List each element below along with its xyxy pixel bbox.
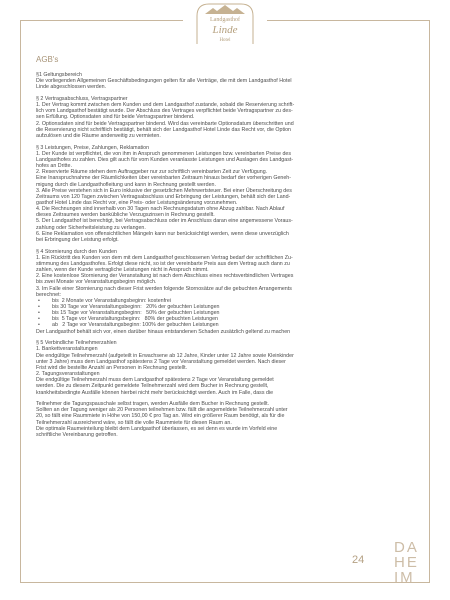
text-line: 5. Der Landgasthof ist berechtigt, bei Vertragsabschluss oder im Anschluss daran eine angemessene Voraus- [36, 218, 293, 225]
text-line: zahlung oder Sicherheitsleistung zu verlangen. [36, 224, 146, 231]
text-line: gasthof Hotel Linde das Recht vor, eine Preis- oder Leistungsänderung vorzunehmen. [36, 199, 238, 206]
text-line: Die vorliegenden Allgemeinen Geschäftsbedingungen gelten für alle Verträge, die mit dem Landgasthof Hotel [36, 78, 292, 85]
text-line: 1. Der Vertrag kommt zwischen dem Kunden und dem Landgasthof zustande, sobald die Reservierung schrift- [36, 102, 295, 109]
bullet-icon: • [38, 316, 40, 323]
list-item-text: bis 30 Tage vor Veranstaltungsbeginn: 20% der gebuchten Leistungen [52, 303, 220, 310]
text-line: 6. Eine Reklamation von offensichtlichen Mängeln kann nur berücksichtigt werden, wenn diese unverzüglich [36, 230, 289, 237]
text-line: Zeitraums von 120 Tagen zwischen Vertragsabschluss und Erbringung der Leistungen, behält sich der Land- [36, 193, 291, 200]
wordmark-line: HE [394, 554, 419, 571]
text-line: zahlen, wenn der Kunde vertragliche Leistungen nicht in Anspruch nimmt. [36, 267, 209, 274]
text-line: Teilnehmer die Tagungspauschale selbst tragen, werden Ausfälle dem Bucher in Rechnung gestellt. [36, 401, 270, 408]
text-line: 3. Alle Preise verstehen sich in Euro inklusive der gesetzlichen Mehrwertsteuer. Bei einer Überschreitung des [36, 187, 292, 194]
text-line: 2. Optionsdaten sind für beide Vertragspartner bindend. Wird das vereinbarte Optionsdatum überschritten und [36, 120, 294, 127]
wordmark-line: DA [394, 539, 419, 556]
text-line: 2. Tagungsveranstaltungen [36, 371, 100, 378]
text-line: stimmung des Landgasthofes. Erfolgt diese nicht, so ist der vereinbarte Preis aus dem Vertrag auch dann zu [36, 260, 290, 267]
text-line: sen Erfüllung. Optionsdaten sind für beide Vertragspartner bindend. [36, 114, 195, 121]
text-line: § 2 Vertragsabschluss, Vertragspartner [36, 95, 128, 102]
text-line: bis zwei Monate vor Veranstaltungsbeginn möglich. [36, 279, 157, 286]
text-line: § 5 Verbindliche Teilnehmerzahlen [36, 340, 117, 347]
text-line: 1. Der Kunde ist verpflichtet, die von ihm in Anspruch genommenen Leistungen bzw. vereinbarten Preise des [36, 150, 291, 157]
text-line: 1. Bankettveranstaltungen [36, 346, 98, 353]
list-item-text: bis 2 Monate vor Veranstaltungsbeginn: kostenfrei [52, 297, 171, 304]
text-line: lich vom Landgasthof bestätigt wurde. Der Abschluss des Vertrages verpflichtet beide Vertragspartner zu des- [36, 108, 293, 115]
page-title: AGB's [36, 55, 59, 64]
list-item-text: ab 2 Tage vor Veranstaltungsbeginn: 100% der gebuchten Leistungen [52, 322, 219, 329]
text-line: Teilnehmerzahl ausreichend wäre, so fällt die volle Raummiete für diesen Raum an. [36, 419, 232, 426]
logo-line3: Hotel [219, 38, 231, 43]
text-line: migung durch die Landgasthofleitung und kann in Rechnung gestellt werden. [36, 181, 216, 188]
text-line: Frist wird die bestellte Anzahl an Personen in Rechnung gestellt. [36, 364, 188, 371]
terms-content [36, 55, 416, 438]
text-line: dieses Zeitraumes werden bankübliche Verzugszinsen in Rechnung gestellt. [36, 212, 215, 219]
text-line: Sollten an der Tagung weniger als 20 Personen teilnehmen bzw. fällt die angemeldete Teilnehmerzahl unter [36, 407, 288, 414]
text-line: Die endgültige Teilnehmerzahl muss dem Landgasthof spätestens 2 Tage vor Veranstaltung gemeldet [36, 377, 274, 384]
text-line: Eine Inanspruchnahme der Räumlichkeiten über vereinbarten Zeitraum hinaus bedarf der vorherigen Geneh- [36, 175, 291, 182]
logo-emblem [183, 0, 267, 46]
list-item-text: bis 15 Tage vor Veranstaltungsbeginn: 50% der gebuchten Leistungen [52, 310, 220, 317]
text-line: 4. Die Rechnungen sind innerhalb von 30 Tagen nach Rechnungsdatum ohne Abzug zahlbar. Nach Ablauf [36, 206, 285, 213]
text-line: Der Landgasthof behält sich vor, einen darüber hinaus entstandenen Schaden zusätzlich geltend zu machen [36, 328, 291, 335]
text-line: 20, so fällt eine Raummiete in Höhe von 150,00 € pro Tag an. Wird ein größerer Raum benötigt, als für die [36, 413, 285, 420]
text-line: 3. Im Falle einer Stornierung nach dieser Frist werden folgende Stornosätze auf die gebuchten Arrangements [36, 285, 292, 292]
text-line: §1 Geltungsbereich [36, 72, 82, 78]
daheim-wordmark [394, 540, 434, 585]
text-line: Landgasthofes zu zahlen. Dies gilt auch für vom Kunden veranlasste Leistungen und Auslagen des Landgast- [36, 156, 294, 163]
page-number: 24 [352, 554, 365, 566]
bullet-icon: • [38, 297, 40, 304]
text-line: schriftliche Vereinbarung getroffen. [36, 431, 118, 438]
bullet-icon: • [38, 310, 40, 317]
logo-line1: Landgasthof [210, 17, 240, 23]
bullet-icon: • [38, 322, 40, 329]
text-line: 1. Ein Rücktritt des Kunden von dem mit dem Landgasthof geschlossenen Vertrag bedarf der schriftlichen Zu- [36, 254, 293, 261]
logo-line2: Linde [212, 24, 238, 36]
list-item-text: bis 5 Tage vor Veranstaltungsbeginn: 80% der gebuchten Leistungen [52, 316, 218, 323]
text-line: berechnet: [36, 291, 62, 298]
text-line: Die optimale Raumeinteilung bleibt dem Landgasthof überlassen, es sei denn es wurde im Vorfeld eine [36, 425, 278, 432]
bullet-icon: • [38, 303, 40, 310]
text-line: § 3 Leistungen, Preise, Zahlungen, Reklamation [36, 144, 150, 151]
text-line: Die endgültige Teilnehmerzahl (aufgeteilt in Erwachsene ab 12 Jahre, Kinder unter 12 Jahre sowie Kleinkinder [36, 352, 294, 359]
wordmark-line: IM [394, 569, 415, 586]
text-line: die Reservierung nicht schriftlich bestätigt, behält sich der Landgasthof Hotel Linde das Recht vor, die Option [36, 126, 291, 133]
terms-body [36, 72, 416, 438]
text-line: aufzulösen und die Räume anderweitig zu vermieten. [36, 132, 161, 139]
text-line: krankheitsbedingte Ausfälle können hierbei nicht mehr berücksichtigt werden. Auch im Falle, dass die [36, 389, 274, 396]
text-line: 2. Eine kostenlose Stornierung der Veranstaltung ist nach dem Abschluss eines rechtsverbindlichen Vertrages [36, 273, 294, 280]
text-line: bei Erbringung der Leistung erfolgt. [36, 236, 119, 243]
text-line: 2. Reservierte Räume stehen dem Auftraggeber nur zur schriftlich vereinbarten Zeit zur Verfügung. [36, 169, 268, 176]
hotel-logo [183, 0, 267, 46]
text-line: werden. Die zu diesem Zeitpunkt gemeldete Teilnehmerzahl wird dem Bucher in Rechnung gestellt, [36, 383, 269, 390]
text-line: hofes an Dritte. [36, 163, 72, 170]
text-line: Linde abgeschlossen werden. [36, 84, 107, 91]
text-line: § 4 Stornierung durch den Kunden [36, 248, 117, 255]
text-line: unter 3 Jahre) muss dem Landgasthof spätestens 2 Tage vor Veranstaltung gemeldet werden. Nach dieser [36, 358, 286, 365]
